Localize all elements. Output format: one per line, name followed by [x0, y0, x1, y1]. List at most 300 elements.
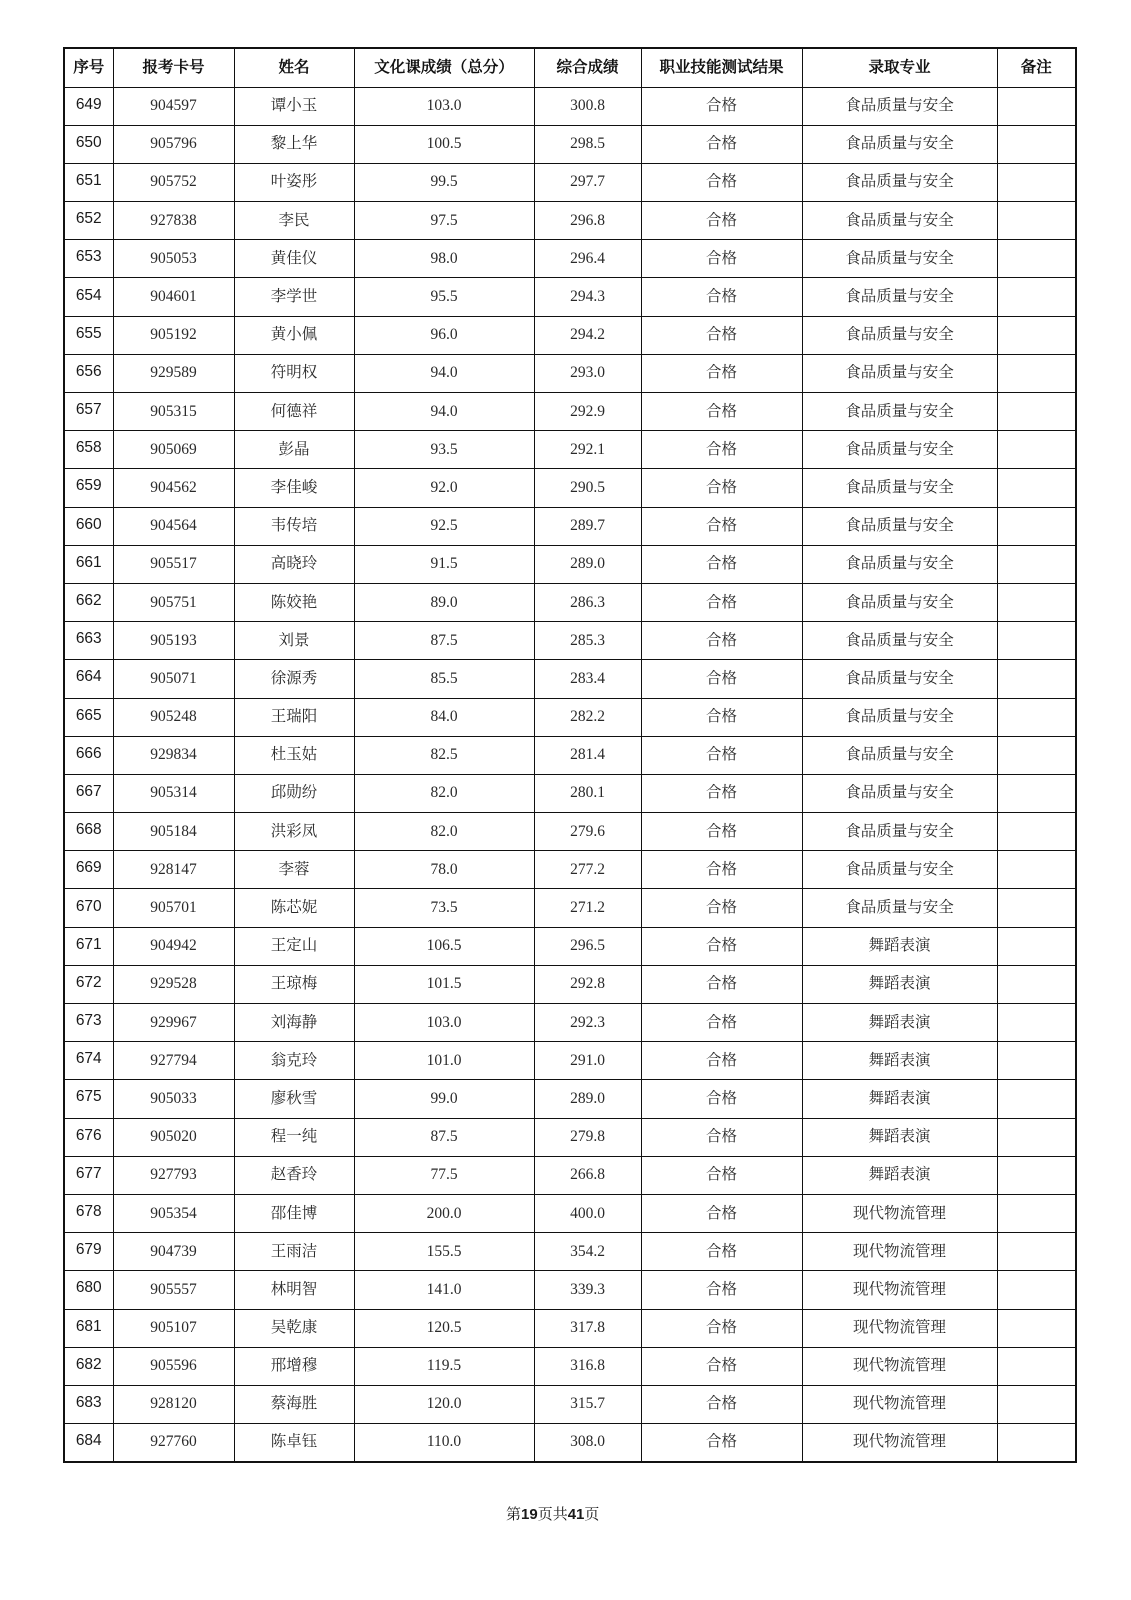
- cell-card-no: 905596: [113, 1347, 234, 1385]
- cell-name: 高晓玲: [234, 545, 354, 583]
- cell-major: 食品质量与安全: [802, 431, 997, 469]
- cell-culture-score: 106.5: [354, 927, 534, 965]
- cell-card-no: 928120: [113, 1385, 234, 1423]
- cell-card-no: 904597: [113, 87, 234, 125]
- cell-major: 食品质量与安全: [802, 698, 997, 736]
- cell-remark: [997, 965, 1076, 1003]
- table-row: [64, 125, 1076, 163]
- cell-name: 刘景: [234, 622, 354, 660]
- cell-card-no: 927794: [113, 1042, 234, 1080]
- cell-major: 现代物流管理: [802, 1424, 997, 1462]
- cell-name: 杜玉姑: [234, 736, 354, 774]
- cell-major: 食品质量与安全: [802, 507, 997, 545]
- current-page-number: 19: [521, 1506, 538, 1523]
- cell-card-no: 905701: [113, 889, 234, 927]
- cell-culture-score: 85.5: [354, 660, 534, 698]
- cell-skill-test-result: 合格: [641, 202, 802, 240]
- cell-seq: 682: [64, 1347, 113, 1385]
- cell-remark: [997, 1004, 1076, 1042]
- cell-remark: [997, 163, 1076, 201]
- header-card-no: 报考卡号: [113, 48, 234, 87]
- cell-major: 现代物流管理: [802, 1271, 997, 1309]
- cell-name: 林明智: [234, 1271, 354, 1309]
- cell-composite-score: 271.2: [534, 889, 641, 927]
- cell-culture-score: 94.0: [354, 393, 534, 431]
- cell-remark: [997, 469, 1076, 507]
- table-row: [64, 698, 1076, 736]
- cell-major: 食品质量与安全: [802, 202, 997, 240]
- cell-name: 邢增穆: [234, 1347, 354, 1385]
- cell-major: 舞蹈表演: [802, 965, 997, 1003]
- cell-name: 廖秋雪: [234, 1080, 354, 1118]
- cell-remark: [997, 431, 1076, 469]
- cell-seq: 665: [64, 698, 113, 736]
- cell-composite-score: 316.8: [534, 1347, 641, 1385]
- cell-skill-test-result: 合格: [641, 622, 802, 660]
- cell-name: 彭晶: [234, 431, 354, 469]
- cell-skill-test-result: 合格: [641, 87, 802, 125]
- cell-culture-score: 120.5: [354, 1309, 534, 1347]
- cell-culture-score: 119.5: [354, 1347, 534, 1385]
- cell-composite-score: 296.8: [534, 202, 641, 240]
- cell-major: 舞蹈表演: [802, 927, 997, 965]
- cell-remark: [997, 736, 1076, 774]
- cell-seq: 663: [64, 622, 113, 660]
- cell-seq: 669: [64, 851, 113, 889]
- cell-skill-test-result: 合格: [641, 278, 802, 316]
- header-major: 录取专业: [802, 48, 997, 87]
- cell-major: 食品质量与安全: [802, 278, 997, 316]
- cell-remark: [997, 1347, 1076, 1385]
- cell-remark: [997, 240, 1076, 278]
- cell-composite-score: 339.3: [534, 1271, 641, 1309]
- cell-skill-test-result: 合格: [641, 469, 802, 507]
- table-row: [64, 469, 1076, 507]
- table-row: [64, 1156, 1076, 1194]
- cell-name: 程一纯: [234, 1118, 354, 1156]
- table-row: [64, 851, 1076, 889]
- table-row: [64, 1385, 1076, 1423]
- cell-major: 现代物流管理: [802, 1194, 997, 1232]
- cell-seq: 667: [64, 774, 113, 812]
- cell-seq: 683: [64, 1385, 113, 1423]
- cell-card-no: 905020: [113, 1118, 234, 1156]
- cell-remark: [997, 354, 1076, 392]
- cell-seq: 660: [64, 507, 113, 545]
- footer-suffix: 页: [584, 1507, 600, 1523]
- cell-card-no: 927838: [113, 202, 234, 240]
- cell-remark: [997, 1424, 1076, 1462]
- cell-skill-test-result: 合格: [641, 393, 802, 431]
- cell-seq: 681: [64, 1309, 113, 1347]
- table-row: [64, 1042, 1076, 1080]
- cell-culture-score: 73.5: [354, 889, 534, 927]
- cell-remark: [997, 393, 1076, 431]
- cell-remark: [997, 660, 1076, 698]
- cell-seq: 657: [64, 393, 113, 431]
- cell-major: 舞蹈表演: [802, 1004, 997, 1042]
- table-row: [64, 965, 1076, 1003]
- cell-culture-score: 92.5: [354, 507, 534, 545]
- cell-seq: 671: [64, 927, 113, 965]
- cell-card-no: 905107: [113, 1309, 234, 1347]
- cell-name: 王瑞阳: [234, 698, 354, 736]
- cell-culture-score: 82.5: [354, 736, 534, 774]
- cell-culture-score: 200.0: [354, 1194, 534, 1232]
- cell-seq: 655: [64, 316, 113, 354]
- cell-culture-score: 89.0: [354, 583, 534, 621]
- table-body: [64, 87, 1076, 1462]
- table-row: [64, 316, 1076, 354]
- cell-composite-score: 292.1: [534, 431, 641, 469]
- cell-composite-score: 282.2: [534, 698, 641, 736]
- table-row: [64, 583, 1076, 621]
- header-seq: 序号: [64, 48, 113, 87]
- cell-name: 符明权: [234, 354, 354, 392]
- cell-major: 现代物流管理: [802, 1385, 997, 1423]
- cell-composite-score: 296.4: [534, 240, 641, 278]
- cell-name: 李佳峻: [234, 469, 354, 507]
- cell-name: 蔡海胜: [234, 1385, 354, 1423]
- table-row: [64, 1004, 1076, 1042]
- cell-card-no: 905192: [113, 316, 234, 354]
- cell-seq: 662: [64, 583, 113, 621]
- cell-major: 食品质量与安全: [802, 736, 997, 774]
- cell-card-no: 905751: [113, 583, 234, 621]
- cell-remark: [997, 1271, 1076, 1309]
- cell-remark: [997, 202, 1076, 240]
- cell-card-no: 905796: [113, 125, 234, 163]
- cell-culture-score: 87.5: [354, 622, 534, 660]
- cell-composite-score: 289.0: [534, 545, 641, 583]
- table-row: [64, 163, 1076, 201]
- cell-culture-score: 99.5: [354, 163, 534, 201]
- cell-composite-score: 266.8: [534, 1156, 641, 1194]
- cell-card-no: 905354: [113, 1194, 234, 1232]
- cell-remark: [997, 698, 1076, 736]
- cell-culture-score: 99.0: [354, 1080, 534, 1118]
- cell-seq: 656: [64, 354, 113, 392]
- header-name: 姓名: [234, 48, 354, 87]
- cell-major: 舞蹈表演: [802, 1042, 997, 1080]
- cell-skill-test-result: 合格: [641, 583, 802, 621]
- table-row: [64, 736, 1076, 774]
- cell-major: 食品质量与安全: [802, 545, 997, 583]
- cell-card-no: 905033: [113, 1080, 234, 1118]
- cell-name: 陈姣艳: [234, 583, 354, 621]
- cell-composite-score: 279.8: [534, 1118, 641, 1156]
- cell-card-no: 904564: [113, 507, 234, 545]
- cell-seq: 664: [64, 660, 113, 698]
- cell-name: 何德祥: [234, 393, 354, 431]
- cell-composite-score: 298.5: [534, 125, 641, 163]
- cell-name: 邱勋纷: [234, 774, 354, 812]
- cell-major: 食品质量与安全: [802, 87, 997, 125]
- cell-culture-score: 101.5: [354, 965, 534, 1003]
- cell-seq: 649: [64, 87, 113, 125]
- table-row: [64, 660, 1076, 698]
- cell-culture-score: 92.0: [354, 469, 534, 507]
- cell-name: 陈芯妮: [234, 889, 354, 927]
- cell-composite-score: 289.0: [534, 1080, 641, 1118]
- table-row: [64, 622, 1076, 660]
- cell-skill-test-result: 合格: [641, 507, 802, 545]
- footer-middle: 页共: [537, 1507, 568, 1523]
- cell-culture-score: 110.0: [354, 1424, 534, 1462]
- cell-culture-score: 78.0: [354, 851, 534, 889]
- cell-skill-test-result: 合格: [641, 698, 802, 736]
- table-row: [64, 1233, 1076, 1271]
- cell-culture-score: 82.0: [354, 774, 534, 812]
- table-row: [64, 1194, 1076, 1232]
- cell-card-no: 929967: [113, 1004, 234, 1042]
- header-skill-test-result: 职业技能测试结果: [641, 48, 802, 87]
- cell-composite-score: 297.7: [534, 163, 641, 201]
- cell-seq: 677: [64, 1156, 113, 1194]
- cell-skill-test-result: 合格: [641, 1118, 802, 1156]
- cell-remark: [997, 545, 1076, 583]
- cell-name: 翁克玲: [234, 1042, 354, 1080]
- cell-name: 王雨洁: [234, 1233, 354, 1271]
- table-row: [64, 354, 1076, 392]
- cell-skill-test-result: 合格: [641, 431, 802, 469]
- cell-culture-score: 120.0: [354, 1385, 534, 1423]
- cell-major: 食品质量与安全: [802, 354, 997, 392]
- cell-remark: [997, 507, 1076, 545]
- cell-skill-test-result: 合格: [641, 125, 802, 163]
- cell-card-no: 904739: [113, 1233, 234, 1271]
- cell-seq: 675: [64, 1080, 113, 1118]
- cell-major: 食品质量与安全: [802, 163, 997, 201]
- cell-skill-test-result: 合格: [641, 354, 802, 392]
- cell-card-no: 905752: [113, 163, 234, 201]
- cell-composite-score: 285.3: [534, 622, 641, 660]
- cell-culture-score: 77.5: [354, 1156, 534, 1194]
- footer-prefix: 第: [506, 1507, 522, 1523]
- cell-name: 李民: [234, 202, 354, 240]
- cell-major: 舞蹈表演: [802, 1156, 997, 1194]
- cell-remark: [997, 1233, 1076, 1271]
- cell-card-no: 904942: [113, 927, 234, 965]
- cell-card-no: 929589: [113, 354, 234, 392]
- cell-skill-test-result: 合格: [641, 545, 802, 583]
- cell-composite-score: 294.2: [534, 316, 641, 354]
- cell-seq: 653: [64, 240, 113, 278]
- cell-card-no: 904562: [113, 469, 234, 507]
- table-row: [64, 1118, 1076, 1156]
- cell-name: 陈卓钰: [234, 1424, 354, 1462]
- cell-card-no: 905517: [113, 545, 234, 583]
- header-culture-score: 文化课成绩（总分）: [354, 48, 534, 87]
- cell-seq: 650: [64, 125, 113, 163]
- cell-composite-score: 317.8: [534, 1309, 641, 1347]
- cell-card-no: 929834: [113, 736, 234, 774]
- table-row: [64, 240, 1076, 278]
- cell-culture-score: 141.0: [354, 1271, 534, 1309]
- cell-name: 洪彩凤: [234, 813, 354, 851]
- cell-culture-score: 100.5: [354, 125, 534, 163]
- table-row: [64, 278, 1076, 316]
- table-row: [64, 545, 1076, 583]
- cell-skill-test-result: 合格: [641, 1004, 802, 1042]
- table-row: [64, 813, 1076, 851]
- cell-skill-test-result: 合格: [641, 1424, 802, 1462]
- cell-remark: [997, 927, 1076, 965]
- cell-culture-score: 91.5: [354, 545, 534, 583]
- cell-card-no: 905071: [113, 660, 234, 698]
- cell-composite-score: 279.6: [534, 813, 641, 851]
- cell-skill-test-result: 合格: [641, 965, 802, 1003]
- table-row: [64, 507, 1076, 545]
- cell-major: 食品质量与安全: [802, 240, 997, 278]
- cell-remark: [997, 1156, 1076, 1194]
- cell-composite-score: 281.4: [534, 736, 641, 774]
- cell-composite-score: 280.1: [534, 774, 641, 812]
- cell-card-no: 928147: [113, 851, 234, 889]
- cell-name: 黄小佩: [234, 316, 354, 354]
- cell-seq: 679: [64, 1233, 113, 1271]
- cell-name: 韦传培: [234, 507, 354, 545]
- cell-composite-score: 286.3: [534, 583, 641, 621]
- cell-name: 刘海静: [234, 1004, 354, 1042]
- cell-skill-test-result: 合格: [641, 316, 802, 354]
- cell-composite-score: 294.3: [534, 278, 641, 316]
- cell-name: 王定山: [234, 927, 354, 965]
- cell-composite-score: 315.7: [534, 1385, 641, 1423]
- cell-remark: [997, 1042, 1076, 1080]
- cell-composite-score: 292.9: [534, 393, 641, 431]
- cell-culture-score: 103.0: [354, 1004, 534, 1042]
- cell-major: 舞蹈表演: [802, 1080, 997, 1118]
- cell-skill-test-result: 合格: [641, 1080, 802, 1118]
- cell-major: 舞蹈表演: [802, 1118, 997, 1156]
- table-row: [64, 1309, 1076, 1347]
- cell-major: 现代物流管理: [802, 1233, 997, 1271]
- cell-culture-score: 101.0: [354, 1042, 534, 1080]
- cell-major: 食品质量与安全: [802, 125, 997, 163]
- cell-name: 谭小玉: [234, 87, 354, 125]
- table-row: [64, 87, 1076, 125]
- table-row: [64, 202, 1076, 240]
- cell-culture-score: 84.0: [354, 698, 534, 736]
- cell-composite-score: 400.0: [534, 1194, 641, 1232]
- header-remark: 备注: [997, 48, 1076, 87]
- cell-seq: 673: [64, 1004, 113, 1042]
- table-row: [64, 927, 1076, 965]
- cell-remark: [997, 1080, 1076, 1118]
- cell-card-no: 905557: [113, 1271, 234, 1309]
- cell-composite-score: 354.2: [534, 1233, 641, 1271]
- cell-skill-test-result: 合格: [641, 1156, 802, 1194]
- cell-remark: [997, 1194, 1076, 1232]
- cell-culture-score: 95.5: [354, 278, 534, 316]
- cell-seq: 652: [64, 202, 113, 240]
- cell-skill-test-result: 合格: [641, 1042, 802, 1080]
- cell-composite-score: 277.2: [534, 851, 641, 889]
- cell-skill-test-result: 合格: [641, 1309, 802, 1347]
- cell-skill-test-result: 合格: [641, 1271, 802, 1309]
- cell-major: 食品质量与安全: [802, 889, 997, 927]
- table-row: [64, 889, 1076, 927]
- cell-name: 叶姿彤: [234, 163, 354, 201]
- cell-culture-score: 97.5: [354, 202, 534, 240]
- table-row: [64, 431, 1076, 469]
- cell-name: 吴乾康: [234, 1309, 354, 1347]
- header-row: [64, 48, 1076, 87]
- cell-culture-score: 93.5: [354, 431, 534, 469]
- cell-remark: [997, 316, 1076, 354]
- cell-remark: [997, 583, 1076, 621]
- cell-composite-score: 291.0: [534, 1042, 641, 1080]
- cell-remark: [997, 1309, 1076, 1347]
- cell-composite-score: 292.8: [534, 965, 641, 1003]
- cell-seq: 659: [64, 469, 113, 507]
- cell-card-no: 905248: [113, 698, 234, 736]
- cell-card-no: 905184: [113, 813, 234, 851]
- cell-skill-test-result: 合格: [641, 774, 802, 812]
- cell-name: 赵香玲: [234, 1156, 354, 1194]
- total-pages-number: 41: [567, 1506, 585, 1523]
- cell-seq: 651: [64, 163, 113, 201]
- cell-major: 食品质量与安全: [802, 393, 997, 431]
- cell-card-no: 929528: [113, 965, 234, 1003]
- cell-major: 现代物流管理: [802, 1347, 997, 1385]
- table-header: [64, 48, 1076, 87]
- cell-major: 食品质量与安全: [802, 813, 997, 851]
- cell-seq: 680: [64, 1271, 113, 1309]
- cell-culture-score: 103.0: [354, 87, 534, 125]
- cell-skill-test-result: 合格: [641, 1347, 802, 1385]
- cell-seq: 672: [64, 965, 113, 1003]
- cell-major: 食品质量与安全: [802, 316, 997, 354]
- cell-skill-test-result: 合格: [641, 163, 802, 201]
- cell-culture-score: 155.5: [354, 1233, 534, 1271]
- cell-remark: [997, 813, 1076, 851]
- cell-major: 食品质量与安全: [802, 774, 997, 812]
- cell-name: 徐源秀: [234, 660, 354, 698]
- cell-seq: 678: [64, 1194, 113, 1232]
- cell-skill-test-result: 合格: [641, 736, 802, 774]
- cell-card-no: 927760: [113, 1424, 234, 1462]
- cell-culture-score: 98.0: [354, 240, 534, 278]
- cell-major: 食品质量与安全: [802, 622, 997, 660]
- cell-seq: 674: [64, 1042, 113, 1080]
- cell-name: 李蓉: [234, 851, 354, 889]
- cell-seq: 654: [64, 278, 113, 316]
- cell-skill-test-result: 合格: [641, 927, 802, 965]
- cell-composite-score: 308.0: [534, 1424, 641, 1462]
- cell-skill-test-result: 合格: [641, 1233, 802, 1271]
- cell-remark: [997, 1385, 1076, 1423]
- cell-skill-test-result: 合格: [641, 660, 802, 698]
- cell-remark: [997, 889, 1076, 927]
- cell-remark: [997, 125, 1076, 163]
- cell-composite-score: 292.3: [534, 1004, 641, 1042]
- cell-seq: 661: [64, 545, 113, 583]
- cell-card-no: 904601: [113, 278, 234, 316]
- cell-skill-test-result: 合格: [641, 240, 802, 278]
- table-row: [64, 774, 1076, 812]
- cell-name: 王琼梅: [234, 965, 354, 1003]
- cell-seq: 668: [64, 813, 113, 851]
- cell-card-no: 905053: [113, 240, 234, 278]
- cell-card-no: 905069: [113, 431, 234, 469]
- cell-card-no: 927793: [113, 1156, 234, 1194]
- cell-composite-score: 290.5: [534, 469, 641, 507]
- cell-card-no: 905315: [113, 393, 234, 431]
- cell-culture-score: 87.5: [354, 1118, 534, 1156]
- cell-seq: 684: [64, 1424, 113, 1462]
